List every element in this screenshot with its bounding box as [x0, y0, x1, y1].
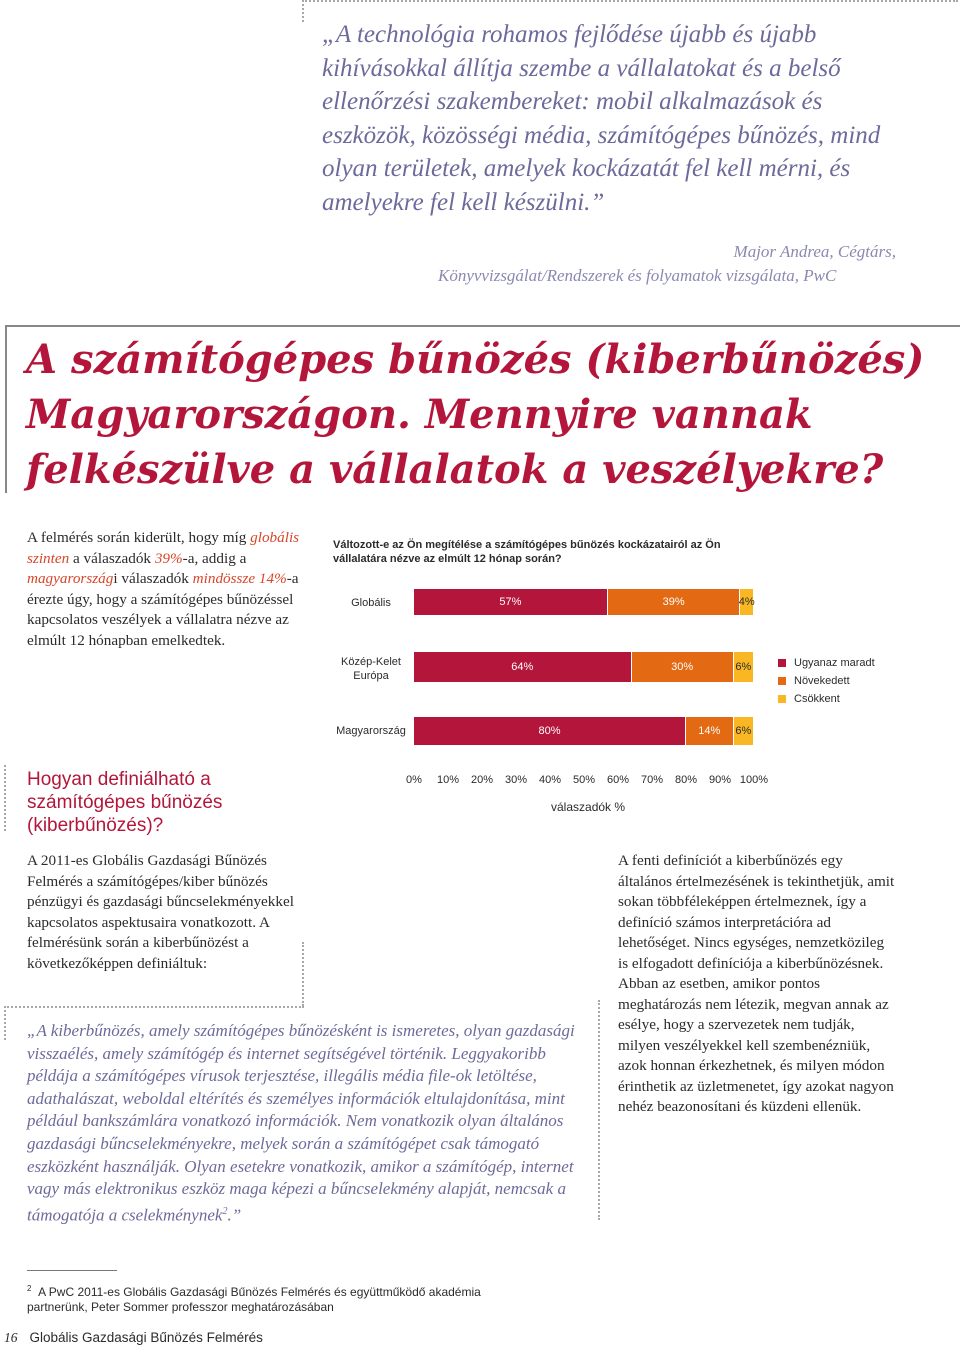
chart-bar-segment [414, 717, 686, 745]
chart-x-tick-label: 50% [572, 774, 596, 786]
chart-data-label: 6% [735, 725, 752, 737]
footnote-rule [27, 1270, 117, 1271]
chart-bar-segment [608, 589, 741, 615]
footnote: $^2$ A PwC 2011-es Globális Gazdasági Bűnözés Felmérés és együttműködő akadémia partnerünk, Peter Sommer professzor meghatározásában [27, 1284, 481, 1314]
chart-data-label: 30% [671, 661, 694, 673]
chart-x-tick-label: 70% [640, 774, 664, 786]
chart-legend-item [778, 672, 875, 690]
chart-bar-segment [414, 589, 608, 615]
chart-bar-segment [734, 652, 754, 682]
chart-bar-segment [686, 717, 734, 745]
chart-data-label: 39% [662, 596, 685, 608]
legend-swatch [778, 659, 786, 667]
chart-category-label: Közép-Kelet Európa [341, 656, 401, 682]
top-quote: „A technológia rohamos fejlődése újabb és újabb kihívásokkal állítja szembe a vállalatokat és a belső ellenőrzési szakembereket: mobil alkalmazások és eszközök, közösségi média, számítógépes bűnözés, mind olyan területek, amelyek kockázatát fel kell mérni, és amelyekre fel kell készülni.” [322, 21, 881, 216]
chart-x-tick-label: 20% [470, 774, 494, 786]
chart-legend-item [778, 654, 875, 672]
chart-title: Változott-e az Ön megítélése a számítógépes bűnözés kockázatairól az Ön vállalatára nézve az elmúlt 12 hónap során? [333, 539, 721, 565]
decorative-dotted-line [302, 0, 958, 2]
quote-attribution-name: Major Andrea, Cégtárs, [733, 242, 896, 261]
chart-data-label: 14% [698, 725, 721, 737]
chart-bar-segment [632, 652, 734, 682]
chart-data-label: 4% [738, 596, 755, 608]
body-text-left: A 2011-es Globális Gazdasági Bűnözés Felmérés a számítógépes/kiber bűnözés pénzügyi és gazdasági bűncselekményekkel kapcsolatos aspektusaira vonatkozott. A felmérésünk során a kiberbűnözést a következőképpen definiáltuk: [27, 852, 294, 972]
decorative-dotted-line [4, 765, 6, 831]
chart-data-label: 6% [735, 661, 752, 673]
chart-data-label: 57% [499, 596, 522, 608]
chart-category-label: Globális [351, 597, 391, 609]
legend-swatch [778, 695, 786, 703]
chart-bar-segment [734, 717, 754, 745]
decorative-dotted-line [4, 1006, 6, 1040]
legend-label: Ugyanaz maradt [794, 657, 875, 669]
chart-x-tick-label: 100% [739, 774, 769, 786]
chart-legend-item [778, 690, 875, 708]
chart-x-tick-label: 40% [538, 774, 562, 786]
intro-paragraph: A felmérés során kiderült, hogy míg globális szinten a válaszadók 39%-a, addig a magyarországi válaszadók mindössze 14%-a érezte úgy, hogy a számítógépes bűnözéssel kapcsolatos veszélyek a vállalatra nézve az elmúlt 12 hónapban emelkedtek. [27, 529, 300, 649]
legend-label: Növekedett [794, 675, 850, 687]
quote-attribution-role: Könyvvizsgálat/Rendszerek és folyamatok vizsgálata, PwC [438, 266, 837, 285]
chart-category-label: Magyarország [336, 725, 406, 737]
chart-x-tick-label: 90% [708, 774, 732, 786]
page-footer [4, 1330, 263, 1346]
legend-swatch [778, 677, 786, 685]
heading-rule [5, 325, 960, 327]
chart-x-tick-label: 80% [674, 774, 698, 786]
chart-bar-segment [414, 652, 632, 682]
decorative-dotted-line [302, 0, 304, 22]
chart-x-tick-label: 0% [406, 774, 422, 786]
legend-label: Csökkent [794, 693, 840, 705]
section-subheading: Hogyan definiálható a számítógépes bűnözés (kiberbűnözés)? [27, 769, 223, 836]
chart-x-tick-label: 60% [606, 774, 630, 786]
chart-data-label: 80% [538, 725, 561, 737]
heading-rule-vertical [5, 327, 7, 493]
decorative-dotted-line [4, 1006, 304, 1008]
decorative-dotted-line [598, 1000, 600, 1220]
definition-quote: „A kiberbűnözés, amely számítógépes bűnözésként is ismeretes, olyan gazdasági visszaélés, amely számítógép és internet segítségével történik. Leggyakoribb példája a számítógépes vírusok terjesztése, illegális média file-ok letöltése, adathalászat, weboldal eltérítés és személyes információk eltulajdonítása, mint például bankszámlára vonatkozó információk. Nem vonatkozik olyan általános gazdasági bűncselekményekre, melyek során a számítógépet csak támogató eszközként használják. Olyan esetekre vonatkozik, amikor a számítógép, internet vagy más elektronikus eszköz maga képezi a bűncselekmény alapját, nemcsak a támogatója a cselekménynek$^2$.” [27, 1021, 575, 1225]
page-number: 16 [4, 1330, 18, 1345]
chart-bar-segment [740, 589, 754, 615]
chart-x-tick-label: 30% [504, 774, 528, 786]
body-text-right: A fenti definíciót a kiberbűnözés egy általános értelmezésének is tekinthetjük, amit sokan többféleképpen értelmeznek, így a definíció számos interpretációra ad lehetőséget. Nincs egységes, nemzetközileg is elfogadott definíciója a kiberbűnözésnek. Abban az esetben, amikor pontos meghatározás nem létezik, megvan annak az esélye, hogy a szervezetek nem tudják, milyen veszélyekkel kell szembenézniük, azok honnan érkezhetnek, és milyen módon érinthetik az üzletmenetet, így azokat nagyon nehéz beazonosítani és küzdeni ellenük. [618, 852, 895, 1115]
page-title: A számítógépes bűnözés (kiberbűnözés) Magyarországon. Mennyire vannak felkészülve a vállalatok a veszélyekre? [26, 336, 925, 493]
chart-data-label: 64% [511, 661, 534, 673]
chart-x-tick-label: 10% [436, 774, 460, 786]
footer-title: Globális Gazdasági Bűnözés Felmérés [29, 1330, 263, 1345]
chart-legend [778, 654, 875, 708]
chart-x-axis-label: válaszadók % [551, 800, 626, 814]
